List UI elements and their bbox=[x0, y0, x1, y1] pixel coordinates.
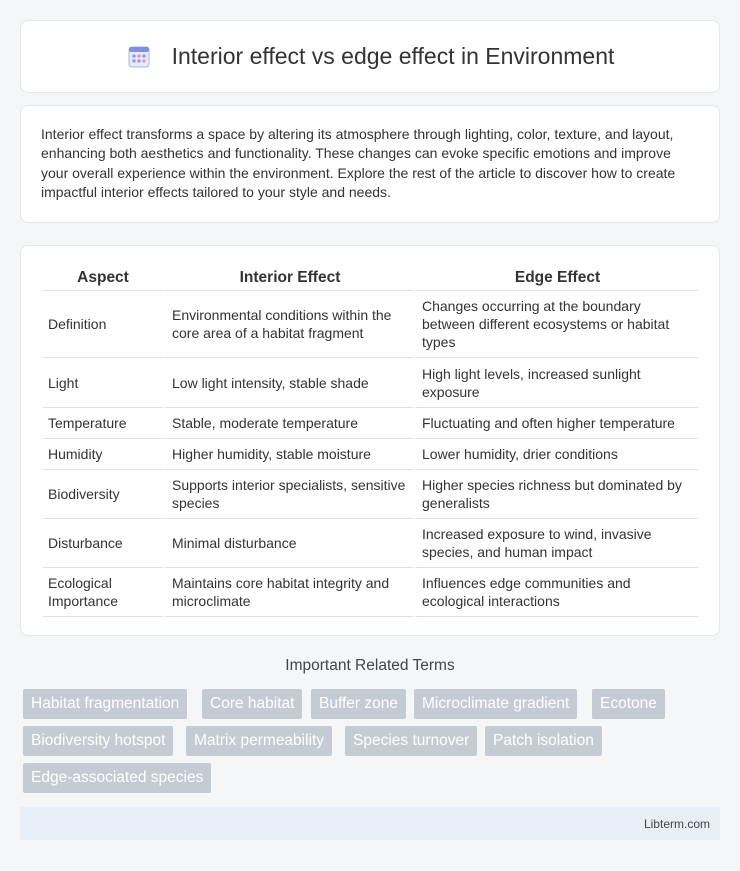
tag-patch-isolation[interactable]: Patch isolation bbox=[485, 726, 602, 756]
table-cell: Low light intensity, stable shade bbox=[163, 358, 413, 408]
footer bbox=[20, 807, 720, 840]
table-cell: Ecological Importance bbox=[43, 568, 163, 617]
tag-core-habitat[interactable]: Core habitat bbox=[202, 689, 302, 719]
comparison-card bbox=[20, 245, 720, 636]
table-cell: High light levels, increased sunlight exposure bbox=[413, 358, 698, 408]
page-title: Interior effect vs edge effect in Environment bbox=[171, 43, 615, 69]
column-header: Aspect bbox=[43, 263, 163, 291]
tag-habitat-fragmentation[interactable]: Habitat fragmentation bbox=[23, 689, 187, 719]
tag-ecotone[interactable]: Ecotone bbox=[592, 689, 665, 719]
table-cell: Humidity bbox=[43, 439, 163, 470]
table-cell: Influences edge communities and ecological interactions bbox=[413, 568, 698, 617]
table-cell: Definition bbox=[43, 291, 163, 358]
table-row bbox=[43, 291, 698, 358]
table-cell: Minimal disturbance bbox=[163, 519, 413, 568]
title-card bbox=[20, 20, 720, 93]
tag-buffer-zone[interactable]: Buffer zone bbox=[311, 689, 406, 719]
table-row bbox=[43, 358, 698, 408]
tag-microclimate-gradient[interactable]: Microclimate gradient bbox=[414, 689, 577, 719]
related-terms-title: Important Related Terms bbox=[285, 657, 455, 674]
intro-paragraph: Interior effect transforms a space by altering its atmosphere through lighting, color, texture, and layout, enhancing both aesthetics and functionality. These changes can evoke specific emotions and improve your overall experience within the environment. Explore the rest of the article to discover how to create impactful interior effects tailored to your style and needs. bbox=[41, 126, 676, 201]
table-cell: Environmental conditions within the core area of a habitat fragment bbox=[163, 291, 413, 358]
column-header: Edge Effect bbox=[413, 263, 698, 291]
table-row bbox=[43, 439, 698, 470]
table-cell: Biodiversity bbox=[43, 470, 163, 519]
intro-card bbox=[20, 105, 720, 223]
tag-species-turnover[interactable]: Species turnover bbox=[345, 726, 477, 756]
title-wrap bbox=[126, 43, 615, 70]
table-cell: Changes occurring at the boundary between different ecosystems or habitat types bbox=[413, 291, 698, 358]
table-row bbox=[43, 568, 698, 617]
table-cell: Higher humidity, stable moisture bbox=[163, 439, 413, 470]
table-header-row bbox=[43, 263, 698, 291]
table-cell: Disturbance bbox=[43, 519, 163, 568]
calendar-grid-icon bbox=[126, 44, 152, 70]
tag-edge-associated-species[interactable]: Edge-associated species bbox=[23, 763, 211, 793]
table-cell: Temperature bbox=[43, 408, 163, 439]
table-cell: Increased exposure to wind, invasive species, and human impact bbox=[413, 519, 698, 568]
table-cell: Fluctuating and often higher temperature bbox=[413, 408, 698, 439]
tag-matrix-permeability[interactable]: Matrix permeability bbox=[186, 726, 332, 756]
table-row bbox=[43, 408, 698, 439]
tag-biodiversity-hotspot[interactable]: Biodiversity hotspot bbox=[23, 726, 173, 756]
footer-site-link[interactable]: Libterm.com bbox=[643, 816, 710, 831]
table-row bbox=[43, 519, 698, 568]
table-cell: Higher species richness but dominated by generalists bbox=[413, 470, 698, 519]
table-cell: Maintains core habitat integrity and microclimate bbox=[163, 568, 413, 617]
table-cell: Supports interior specialists, sensitive species bbox=[163, 470, 413, 519]
comparison-table bbox=[43, 263, 698, 617]
table-cell: Lower humidity, drier conditions bbox=[413, 439, 698, 470]
table-cell: Stable, moderate temperature bbox=[163, 408, 413, 439]
table-cell: Light bbox=[43, 358, 163, 408]
table-row bbox=[43, 470, 698, 519]
column-header: Interior Effect bbox=[163, 263, 413, 291]
